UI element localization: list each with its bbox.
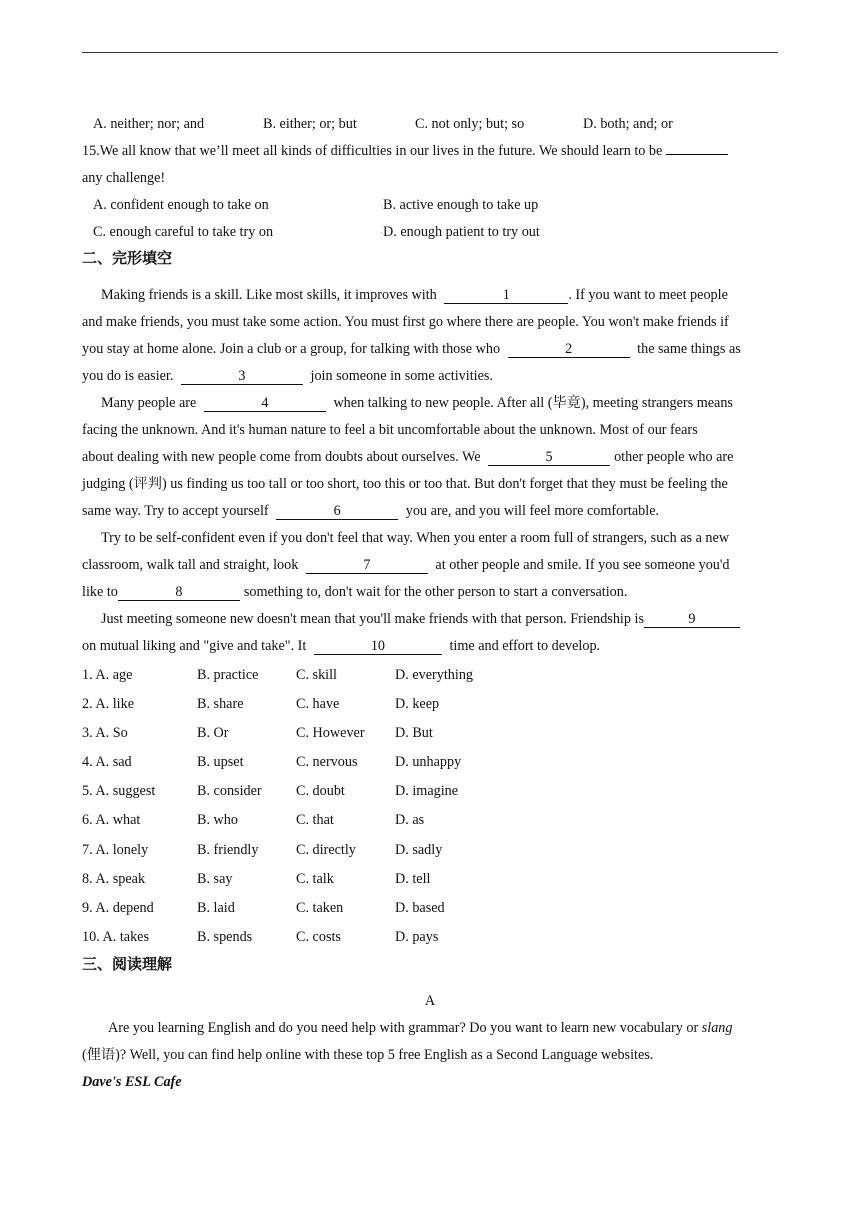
q15-option-c: C. enough careful to take try on (93, 224, 274, 240)
q14-option-b: B. either; or; but (263, 116, 357, 132)
cloze-line: facing the unknown. And it's human nature to feel a bit uncomfortable about the unknown. Most of our fears (82, 422, 698, 438)
q15-option-a: A. confident enough to take on (93, 197, 269, 213)
section3-title: 三、阅读理解 (82, 955, 173, 973)
passage-line: Are you learning English and do you need help with grammar? Do you want to learn new vocabulary or slang (108, 1020, 733, 1036)
cloze-blank-5: 5 (488, 450, 610, 466)
cloze-line: Try to be self-confident even if you don't feel that way. When you enter a room full of strangers, such as a new (101, 530, 730, 546)
section2-title: 二、完形填空 (82, 249, 173, 267)
passage-line: (俚语)? Well, you can find help online with these top 5 free English as a Second Language websites. (82, 1047, 654, 1063)
q14-option-c: C. not only; but; so (415, 116, 525, 132)
q15-option-b: ·B. active enough to take up (380, 197, 539, 213)
cloze-line: judging (评判) us finding us too tall or too short, too this or too that. But don't forget that they must be feeling the (82, 476, 728, 492)
passage-label: A (424, 993, 436, 1009)
cloze-line: Many people are 4 when talking to new people. After all (毕竟), meeting strangers means (101, 395, 733, 411)
q15-option-d: ·D. enough patient to try out (380, 224, 540, 240)
slang-term: slang (701, 1020, 733, 1036)
cloze-blank-4: 4 (204, 396, 326, 412)
cloze-line: about dealing with new people come from doubts about ourselves. We 5 other people who are (82, 449, 734, 465)
q15-blank (666, 154, 728, 155)
q15-stem-text: 15.We all know that we’ll meet all kinds of difficulties in our lives in the future. We should learn to be (82, 143, 663, 159)
cloze-blank-6: 6 (276, 504, 398, 520)
cloze-blank-1: 1 (444, 288, 568, 304)
cloze-line: Making friends is a skill. Like most skills, it improves with 1 . If you want to meet people (101, 287, 728, 303)
cloze-blank-2: 2 (508, 342, 630, 358)
cloze-line: and make friends, you must take some action. You must first go where there are people. You won't make friends if (82, 314, 729, 330)
cloze-blank-10: 10 (314, 639, 442, 655)
q15-stem-end: any challenge! (82, 170, 166, 186)
cloze-blank-8: 8 (118, 585, 240, 601)
cloze-line: classroom, walk tall and straight, look 7 at other people and smile. If you see someone you'd (82, 557, 730, 573)
cloze-line: you do is easier. 3 join someone in some activities. (82, 368, 493, 384)
q14-option-a: A. neither; nor; and (93, 116, 205, 132)
cloze-line: same way. Try to accept yourself 6 you are, and you will feel more comfortable. (82, 503, 660, 519)
cloze-blank-9: 9 (644, 612, 740, 628)
header-rule (82, 52, 778, 53)
cloze-blank-7: 7 (306, 558, 428, 574)
q15-stem (82, 142, 782, 160)
cloze-line: you stay at home alone. Join a club or a group, for talking with those who 2 the same things as (82, 341, 741, 357)
q14-option-d: D. both; and; or (583, 116, 673, 132)
cloze-blank-3: 3 (181, 369, 303, 385)
cloze-line: on mutual liking and "give and take". It 10 time and effort to develop. (82, 638, 601, 654)
site-title: Dave's ESL Cafe (82, 1074, 182, 1090)
cloze-line: like to 8 something to, don't wait for the other person to start a conversation. (82, 584, 628, 600)
cloze-line: Just meeting someone new doesn't mean that you'll make friends with that person. Friendship is 9 (101, 610, 801, 628)
